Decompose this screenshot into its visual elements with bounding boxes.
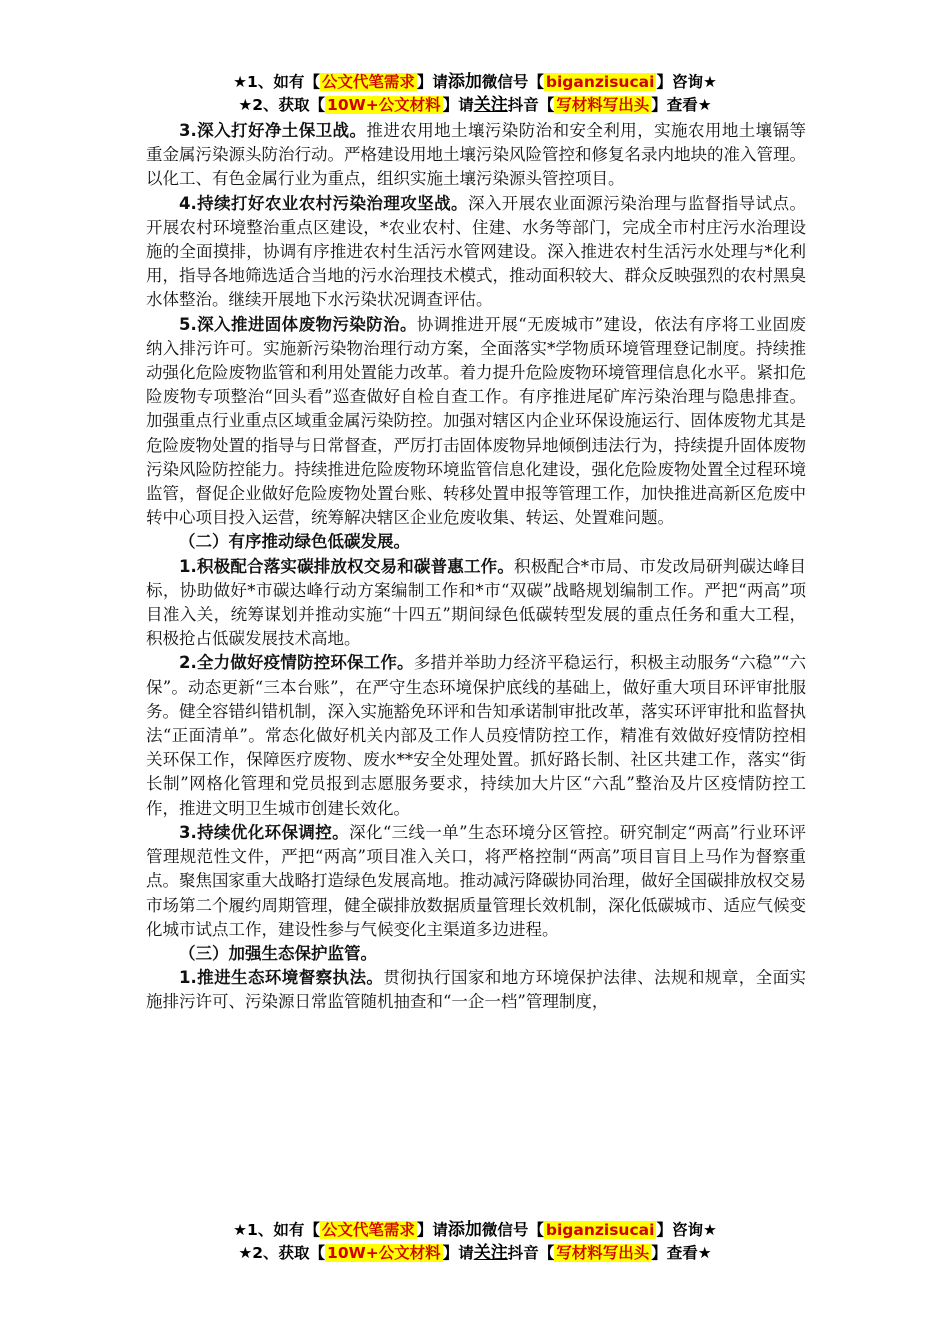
highlight-douyin-account: 写材料写出头 [556, 1244, 650, 1262]
highlight-wechat-id: biganzisucai [545, 1221, 655, 1239]
promo-banner-bottom-line1 [0, 1219, 950, 1241]
paragraph-text: 协调推进开展“无废城市”建设，依法有序将工业固废纳入排污许可。实施新污染物治理行动方案，全面落实*学物质环境管理登记制度。持续推动强化危险废物监管和利用处置能力改革。着力提升危险废物环境管理信息化水平。紧扣危险废物专项整治“回头看”巡查做好自检自查工作。有序推进尾矿库污染治理与隐患排查。加强重点行业重点区域重金属污染防控。加强对辖区内企业环保设施运行、固体废物尤其是危险废物处置的指导与日常督查，严厉打击固体废物异地倾倒违法行为，持续提升固体废物污染风险防控能力。持续推进危险废物环境监管信息化建设，强化危险废物处置全过程环境监管，督促企业做好危险废物处置台账、转移处置申报等管理工作，加快推进高新区危废中转中心项目投入运营，统筹解决辖区企业危废收集、转运、处置难问题。 [146, 314, 807, 528]
document-body [146, 119, 806, 1015]
banner-emph-follow: 关注 [473, 95, 508, 115]
banner-emph-follow: 关注 [473, 1243, 508, 1263]
paragraph-3-regulation [146, 821, 806, 942]
paragraph-4-rural [146, 192, 806, 313]
section-heading-3: （三）加强生态保护监管。 [179, 943, 377, 963]
banner-suffix: 】查看★ [651, 1244, 712, 1262]
paragraph-text: 深入开展农业面源污染治理与监督指导试点。开展农村环境整治重点区建设，*农业农村、住建、水务等部门，完成全市村庄污水治理设施的全面摸排，协调有序推进农村生活污水管网建设。深入推进农村生活污水处理与*化利用，指导各地筛选适合当地的污水治理技术模式，推动面积较大、群众反映强烈的农村黑臭水体整治。继续开展地下水污染状况调查评估。 [146, 193, 807, 310]
paragraph-lead: 5.深入推进固体废物污染防治。 [179, 314, 417, 334]
banner-mid: 】请 [442, 96, 474, 114]
paragraph-1-inspection [146, 966, 806, 1014]
highlight-douyin-account: 写材料写出头 [556, 96, 650, 114]
banner-emph-add: 添加 [447, 1220, 482, 1240]
highlight-wechat-id: biganzisucai [545, 73, 655, 91]
banner-mid: 】请 [416, 73, 448, 91]
banner-mid: 微信号【 [481, 73, 544, 91]
banner-prefix: ★2、获取【 [238, 1244, 326, 1262]
paragraph-lead: 4.持续打好农业农村污染治理攻坚战。 [179, 193, 468, 213]
promo-banner-bottom-line2 [0, 1242, 950, 1264]
banner-mid: 抖音【 [507, 96, 555, 114]
paragraph-lead: 3.持续优化环保调控。 [179, 822, 350, 842]
banner-suffix: 】咨询★ [656, 73, 717, 91]
banner-suffix: 】咨询★ [656, 1221, 717, 1239]
paragraph-text: 积极配合*市局、市发改局研判碳达峰目标，协助做好*市碳达峰行动方案编制工作和*市“双碳”战略规划编制工作。严把“两高”项目准入关，统筹谋划并推动实施“十四五”期间绿色低碳转型发展的重点任务和重大工程，积极抢占低碳发展技术高地。 [146, 556, 807, 649]
paragraph-1-carbon [146, 555, 806, 652]
banner-mid: 抖音【 [507, 1244, 555, 1262]
highlight-ghostwriting: 公文代笔需求 [321, 73, 415, 91]
banner-prefix: ★1、如有【 [233, 1221, 320, 1239]
promo-banner-top-line1 [0, 71, 950, 93]
banner-mid: 】请 [442, 1244, 474, 1262]
paragraph-text: 贯彻执行国家和地方环境保护法律、法规和规章，全面实施排污许可、污染源日常监管随机抽查和“一企一档”管理制度， [146, 968, 807, 1012]
banner-suffix: 】查看★ [651, 96, 712, 114]
banner-mid: 微信号【 [481, 1221, 544, 1239]
highlight-ghostwriting: 公文代笔需求 [321, 1221, 415, 1239]
banner-prefix: ★1、如有【 [233, 73, 320, 91]
highlight-materials: 10W+公文材料 [327, 1244, 441, 1262]
paragraph-text: 多措并举助力经济平稳运行，积极主动服务“六稳”“六保”。动态更新“三本台账”，在严守生态环境保护底线的基础上，做好重大项目环评审批服务。健全容错纠错机制，深入实施豁免环评和告知承诺制审批改革，落实环评审批和监督执法“正面清单”。常态化做好机关内部及工作人员疫情防控工作，精准有效做好疫情防控相关环保工作，保障医疗废物、废水**安全处理处置。抓好路长制、社区共建工作，落实“街长制”网格化管理和党员报到志愿服务要求，持续加大片区“六乱”整治及片区疫情防控工作，推进文明卫生城市创建长效化。 [146, 653, 806, 818]
promo-banner-top-line2 [0, 94, 950, 116]
highlight-materials: 10W+公文材料 [327, 96, 441, 114]
paragraph-lead: 2.全力做好疫情防控环保工作。 [179, 653, 414, 673]
paragraph-5-solid-waste [146, 313, 806, 531]
paragraph-text: 深化“三线一单”生态环境分区管控。研究制定“两高”行业环评管理规范性文件，严把“两高”项目准入关口，将严格控制“两高”项目盲目上马作为督察重点。聚焦国家重大战略打造绿色发展高地。推动减污降碳协同治理，做好全国碳排放权交易市场第二个履约周期管理，健全碳排放数据质量管理长效机制，深化低碳城市、适应气候变化城市试点工作，建设性参与气候变化主渠道多边进程。 [146, 822, 807, 939]
section-heading-2: （二）有序推动绿色低碳发展。 [179, 532, 410, 552]
paragraph-lead: 1.积极配合落实碳排放权交易和碳普惠工作。 [179, 556, 515, 576]
paragraph-text: 推进农用地土壤污染防治和安全利用，实施农用地土壤镉等重金属污染源头防治行动。严格建设用地土壤污染风险管控和修复名录内地块的准入管理。以化工、有色金属行业为重点，组织实施土壤污染源头管控项目。 [146, 121, 807, 189]
paragraph-lead: 1.推进生态环境督察执法。 [179, 968, 384, 988]
paragraph-lead: 3.深入打好净土保卫战。 [179, 121, 367, 140]
banner-mid: 】请 [416, 1221, 448, 1239]
banner-prefix: ★2、获取【 [238, 96, 326, 114]
paragraph-3-soil [146, 119, 806, 192]
banner-emph-add: 添加 [447, 72, 482, 92]
paragraph-2-epidemic [146, 651, 806, 820]
